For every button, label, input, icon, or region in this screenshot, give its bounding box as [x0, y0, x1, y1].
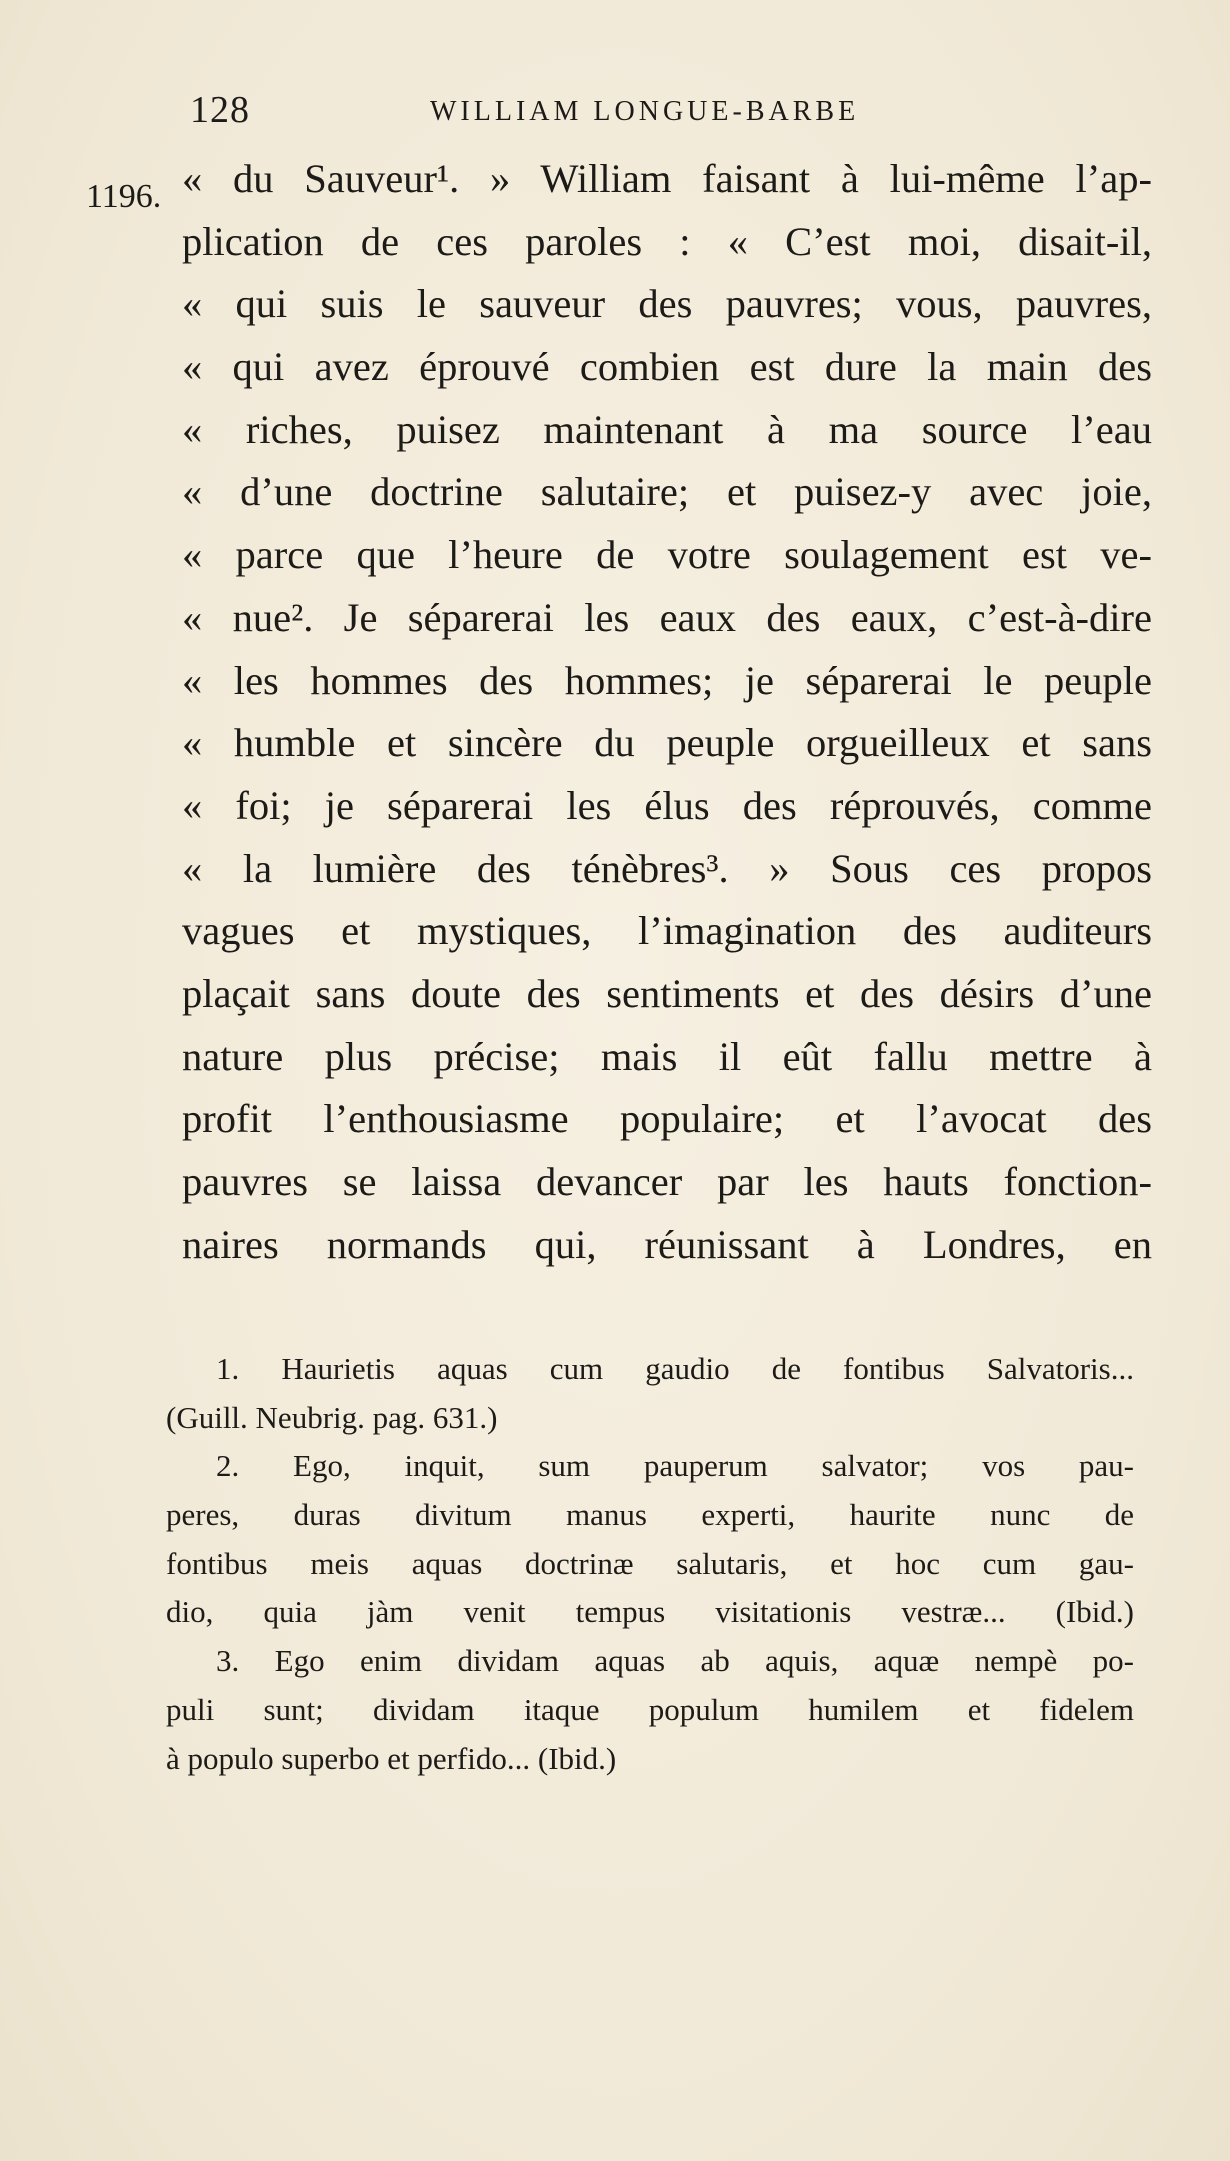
footnotes — [166, 1345, 1134, 1783]
body-line: « d’une doctrine salutaire; et puisez-y avec joie, — [182, 469, 1152, 515]
body-text — [182, 148, 1152, 1276]
body-line: vagues et mystiques, l’imagination des auditeurs — [182, 908, 1152, 954]
footnote-line: dio, quia jàm venit tempus visitationis vestræ... (Ibid.) — [166, 1594, 1134, 1630]
body-line: « du Sauveur¹. » William faisant à lui-même l’ap- — [182, 156, 1152, 201]
body-line: « riches, puisez maintenant à ma source l’eau — [182, 406, 1152, 452]
body-line: naires normands qui, réunissant à Londres, en — [182, 1221, 1152, 1267]
footnote-line: 1. Haurietis aquas cum gaudio de fontibus Salvatoris... — [216, 1351, 1134, 1386]
body-line: nature plus précise; mais il eût fallu mettre à — [182, 1033, 1152, 1079]
footnote-line: puli sunt; dividam itaque populum humilem et fidelem — [166, 1691, 1134, 1727]
body-line: « foi; je séparerai les élus des réprouvés, comme — [182, 782, 1152, 828]
footnote-line: fontibus meis aquas doctrinæ salutaris, et hoc cum gau- — [166, 1545, 1134, 1581]
body-line: « la lumière des ténèbres³. » Sous ces propos — [182, 845, 1152, 891]
footnote-line: (Guill. Neubrig. pag. 631.) — [166, 1399, 498, 1435]
body-line: « parce que l’heure de votre soulagement est ve- — [182, 532, 1152, 578]
body-line: « les hommes des hommes; je séparerai le peuple — [182, 657, 1152, 703]
footnote-line: 2. Ego, inquit, sum pauperum salvator; vos pau- — [216, 1448, 1134, 1484]
running-title: WILLIAM LONGUE-BARBE — [430, 96, 860, 127]
body-line: pauvres se laissa devancer par les hauts fonction- — [182, 1159, 1152, 1204]
body-line: plication de ces paroles : « C’est moi, disait-il, — [182, 218, 1152, 264]
footnote-line: peres, duras divitum manus experti, haurite nunc de — [166, 1497, 1134, 1533]
footnote-line: 3. Ego enim dividam aquas ab aquis, aquæ nempè po- — [216, 1643, 1134, 1679]
body-line: « qui suis le sauveur des pauvres; vous, pauvres, — [182, 281, 1152, 327]
page-number: 128 — [190, 89, 250, 131]
body-line: profit l’enthousiasme populaire; et l’avocat des — [182, 1096, 1152, 1142]
page-header — [190, 88, 910, 138]
margin-year: 1196. — [86, 178, 162, 215]
body-line: « qui avez éprouvé combien est dure la main des — [182, 344, 1152, 390]
footnote-line: à populo superbo et perfido... (Ibid.) — [166, 1740, 617, 1776]
body-line: « humble et sincère du peuple orgueilleux et sans — [182, 720, 1152, 766]
body-line: « nue². Je séparerai les eaux des eaux, c’est-à-dire — [182, 594, 1152, 640]
body-line: plaçait sans doute des sentiments et des désirs d’une — [182, 970, 1152, 1016]
